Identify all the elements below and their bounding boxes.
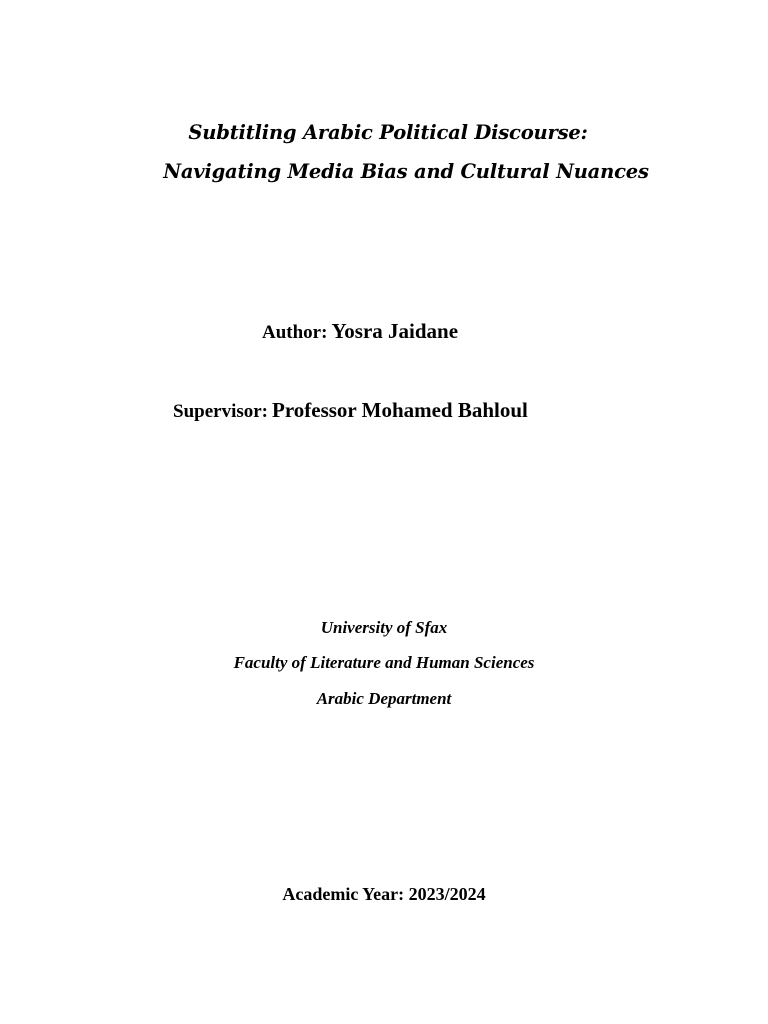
title-line-1: Subtitling Arabic Political Discourse: bbox=[188, 121, 588, 144]
supervisor-name: Professor Mohamed Bahloul bbox=[272, 398, 528, 422]
supervisor-line bbox=[173, 397, 528, 426]
title-line-2: Navigating Media Bias and Cultural Nuances bbox=[163, 160, 649, 183]
author-name: Yosra Jaidane bbox=[331, 319, 459, 343]
author-line bbox=[262, 318, 458, 347]
academic-year: Academic Year: 2023/2024 bbox=[282, 884, 486, 904]
supervisor-label: Supervisor: bbox=[173, 401, 268, 422]
author-label: Author: bbox=[262, 322, 328, 343]
university-name: University of Sfax bbox=[320, 618, 448, 637]
faculty-name: Faculty of Literature and Human Sciences bbox=[233, 653, 535, 672]
department-name: Arabic Department bbox=[316, 689, 452, 708]
